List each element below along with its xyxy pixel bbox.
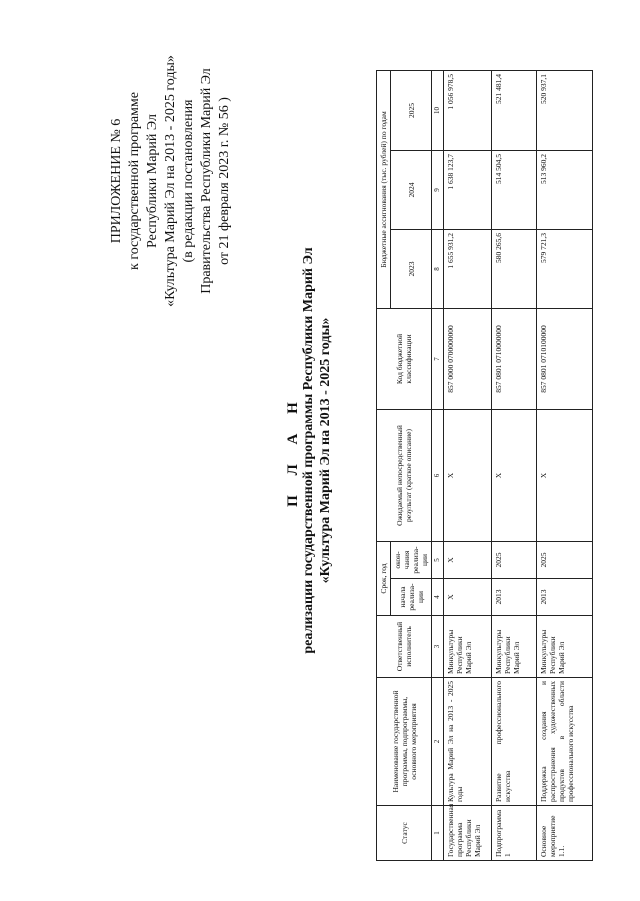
cell-2024: 1 638 123,7 — [444, 150, 492, 229]
cell-executor: Минкультуры Республики Марий Эл — [492, 616, 537, 678]
cell-code: 857 0801 0710100000 — [537, 308, 593, 409]
plan-subtitle-line-1: реализации государственной программы Республики Марий Эл — [301, 247, 316, 654]
header-status: Статус — [377, 806, 432, 861]
cell-status: Государственная программа Республики Марий Эл — [444, 806, 492, 861]
col-number: 1 — [432, 806, 444, 861]
table-row — [444, 70, 492, 860]
cell-start: 2013 — [492, 579, 537, 616]
col-number: 7 — [432, 308, 444, 409]
cell-start: Х — [444, 579, 492, 616]
annex-header — [108, 31, 234, 331]
cell-status: Подпрограмма 1 — [492, 806, 537, 861]
header-result: Ожидаемый непосредственный результат (краткое описание) — [377, 409, 432, 541]
header-name: Наименование государственной программы, подпрограммы, основного мероприятия — [377, 678, 432, 806]
col-number: 9 — [432, 150, 444, 229]
cell-start: 2013 — [537, 579, 593, 616]
header-year-2023: 2023 — [391, 229, 432, 308]
annex-line: (в редакции постановления — [181, 99, 196, 263]
cell-end: 2025 — [537, 541, 593, 578]
cell-result: Х — [492, 409, 537, 541]
annex-line: от 21 февраля 2023 г. № 56 ) — [217, 97, 232, 265]
header-term: Срок, год — [377, 541, 391, 615]
cell-result: Х — [537, 409, 593, 541]
cell-2024: 513 960,2 — [537, 150, 593, 229]
cell-2023: 580 265,6 — [492, 229, 537, 308]
cell-2024: 514 504,5 — [492, 150, 537, 229]
cell-executor: Минкультуры Республики Марий Эл — [444, 616, 492, 678]
table-row — [492, 70, 537, 860]
header-term-end: окон-чания реализа-ции — [391, 541, 432, 578]
plan-subtitle-line-2: «Культура Марий Эл на 2013 - 2025 годы» — [318, 317, 333, 584]
cell-2025: 520 937,1 — [537, 70, 593, 150]
col-number: 4 — [432, 579, 444, 616]
header-year-2025: 2025 — [391, 70, 432, 150]
annex-line: Республики Марий Эл — [145, 114, 160, 248]
col-number: 3 — [432, 616, 444, 678]
header-term-start: начала реализа-ции — [391, 579, 432, 616]
cell-2023: 1 655 931,2 — [444, 229, 492, 308]
annex-line: Правительства Республики Марий Эл — [199, 68, 214, 294]
cell-end: 2025 — [492, 541, 537, 578]
cell-name: Культура Марий Эл на 2013 - 2025 годы — [444, 678, 492, 806]
cell-2025: 521 481,4 — [492, 70, 537, 150]
cell-code: 857 0801 0710000000 — [492, 308, 537, 409]
plan-subtitle — [300, 0, 334, 901]
cell-name: Поддержка создания и распространения художественных продуктов в области профессионального искусства — [537, 678, 593, 806]
cell-status: Основное мероприятие 1.1. — [537, 806, 593, 861]
col-number: 8 — [432, 229, 444, 308]
cell-result: Х — [444, 409, 492, 541]
col-number: 2 — [432, 678, 444, 806]
header-executor: Ответственный исполнитель — [377, 616, 432, 678]
header-year-2024: 2024 — [391, 150, 432, 229]
table-row — [537, 70, 593, 860]
cell-2023: 579 721,3 — [537, 229, 593, 308]
cell-name: Развитие профессионального искусства — [492, 678, 537, 806]
annex-line: к государственной программе — [127, 92, 142, 270]
col-number: 5 — [432, 541, 444, 578]
plan-title: П Л А Н — [285, 394, 301, 507]
col-number: 6 — [432, 409, 444, 541]
annex-line: «Культура Марий Эл на 2013 - 2025 годы» — [163, 55, 178, 307]
plan-table — [376, 70, 593, 861]
plan-table-container — [376, 71, 593, 861]
annex-line: ПРИЛОЖЕНИЕ № 6 — [109, 118, 124, 244]
cell-end: Х — [444, 541, 492, 578]
header-code: Код бюджетной классификации — [377, 308, 432, 409]
cell-2025: 1 056 978,5 — [444, 70, 492, 150]
header-budget: Бюджетные ассигнования (тыс. рублей) по годам — [377, 70, 391, 308]
cell-code: 857 0000 0700000000 — [444, 308, 492, 409]
col-number: 10 — [432, 70, 444, 150]
cell-executor: Минкультуры Республики Марий Эл — [537, 616, 593, 678]
